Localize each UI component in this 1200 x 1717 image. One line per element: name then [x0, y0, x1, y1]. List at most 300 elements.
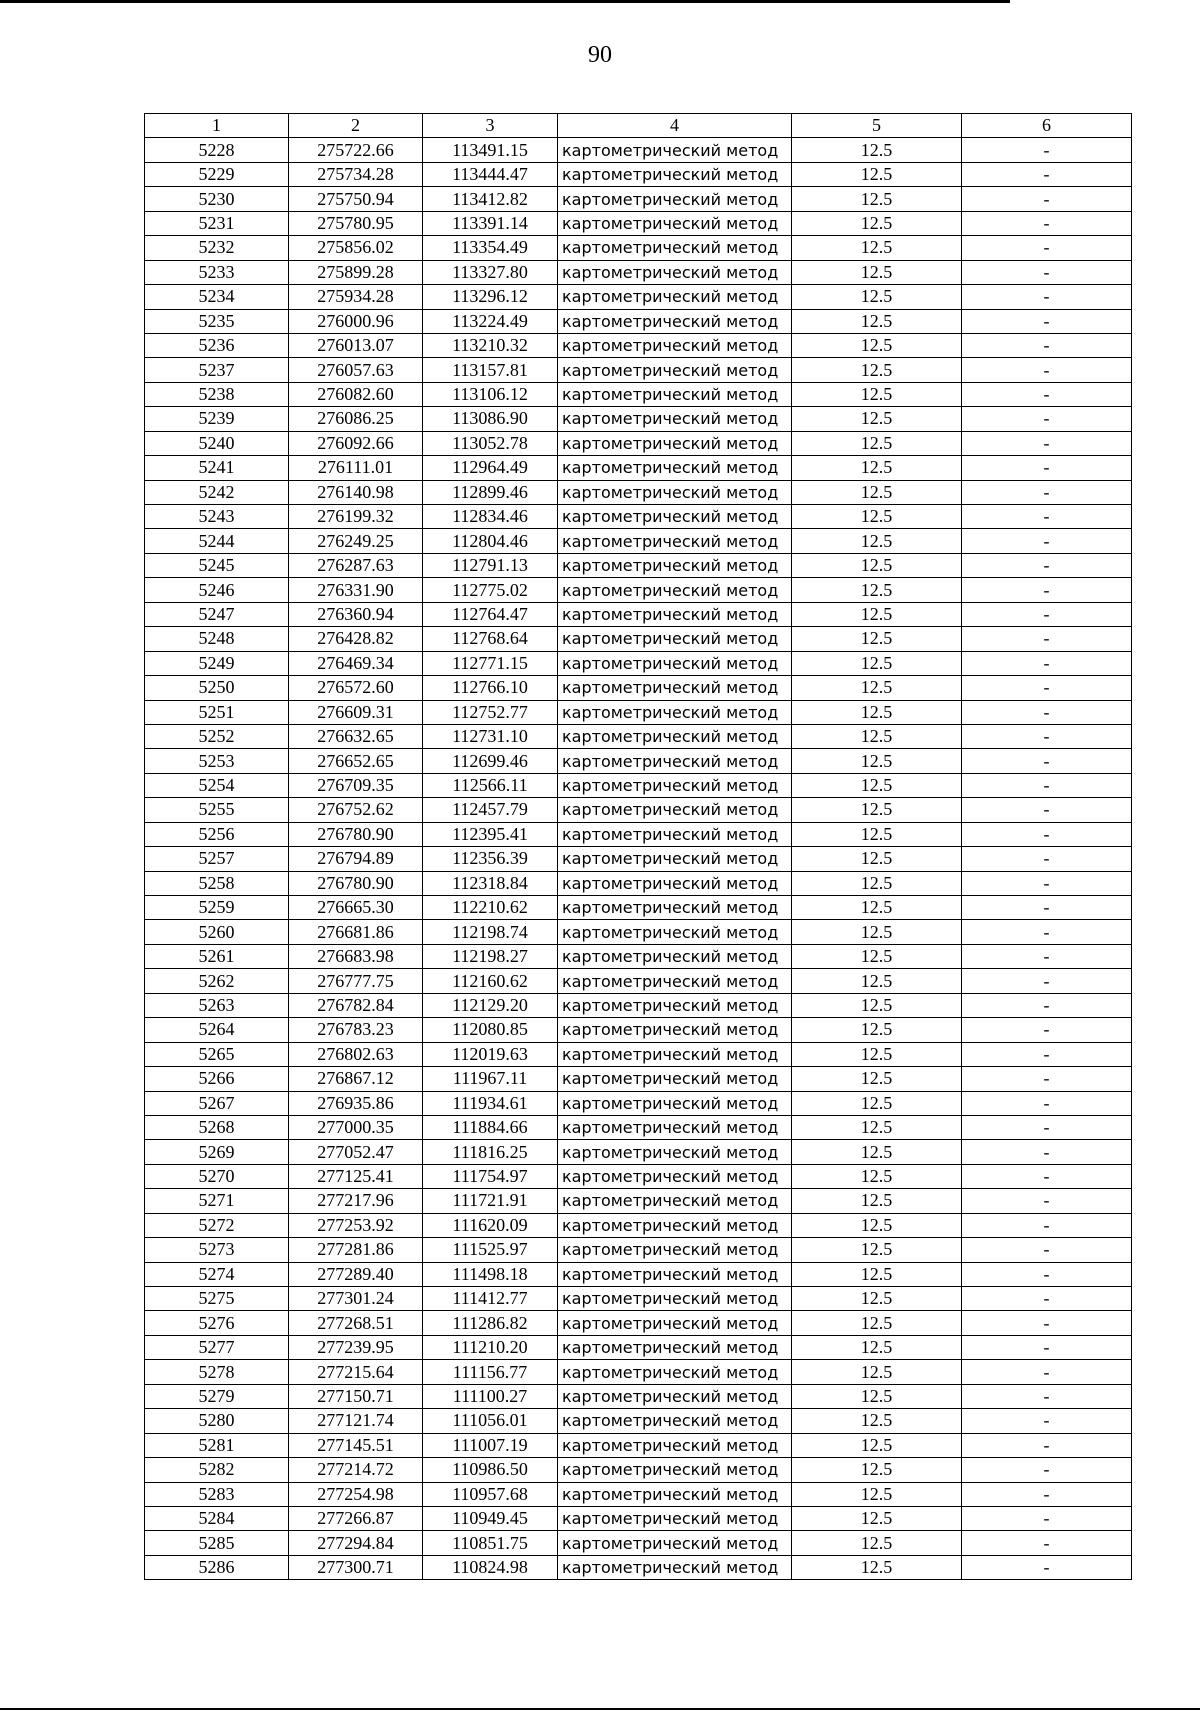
table-row [145, 798, 1132, 822]
x-coordinate-cell: 276681.86 [289, 920, 423, 944]
table-row [145, 920, 1132, 944]
note-cell: - [962, 1433, 1132, 1457]
y-coordinate-cell: 111412.77 [423, 1287, 558, 1311]
y-coordinate-cell: 111498.18 [423, 1262, 558, 1286]
note-cell: - [962, 896, 1132, 920]
x-coordinate-cell: 276086.25 [289, 407, 423, 431]
note-cell: - [962, 431, 1132, 455]
method-cell: картометрический метод [558, 1189, 792, 1213]
point-number-cell: 5262 [145, 969, 289, 993]
point-number-cell: 5272 [145, 1213, 289, 1237]
note-cell: - [962, 651, 1132, 675]
accuracy-cell: 12.5 [792, 285, 962, 309]
table-row [145, 1164, 1132, 1188]
note-cell: - [962, 969, 1132, 993]
accuracy-cell: 12.5 [792, 627, 962, 651]
note-cell: - [962, 700, 1132, 724]
table-row [145, 1115, 1132, 1139]
note-cell: - [962, 822, 1132, 846]
accuracy-cell: 12.5 [792, 333, 962, 357]
note-cell: - [962, 773, 1132, 797]
y-coordinate-cell: 112768.64 [423, 627, 558, 651]
point-number-cell: 5276 [145, 1311, 289, 1335]
x-coordinate-cell: 276082.60 [289, 382, 423, 406]
table-row [145, 1555, 1132, 1579]
table-row [145, 1335, 1132, 1359]
point-number-cell: 5240 [145, 431, 289, 455]
method-cell: картометрический метод [558, 1433, 792, 1457]
y-coordinate-cell: 110851.75 [423, 1531, 558, 1555]
method-cell: картометрический метод [558, 1531, 792, 1555]
point-number-cell: 5259 [145, 896, 289, 920]
x-coordinate-cell: 276709.35 [289, 773, 423, 797]
point-number-cell: 5255 [145, 798, 289, 822]
note-cell: - [962, 1555, 1132, 1579]
method-cell: картометрический метод [558, 798, 792, 822]
point-number-cell: 5275 [145, 1287, 289, 1311]
method-cell: картометрический метод [558, 822, 792, 846]
method-cell: картометрический метод [558, 578, 792, 602]
point-number-cell: 5246 [145, 578, 289, 602]
method-cell: картометрический метод [558, 309, 792, 333]
note-cell: - [962, 1140, 1132, 1164]
note-cell: - [962, 1409, 1132, 1433]
table-row [145, 969, 1132, 993]
accuracy-cell: 12.5 [792, 676, 962, 700]
method-cell: картометрический метод [558, 749, 792, 773]
table-row [145, 1311, 1132, 1335]
y-coordinate-cell: 112766.10 [423, 676, 558, 700]
method-cell: картометрический метод [558, 847, 792, 871]
accuracy-cell: 12.5 [792, 529, 962, 553]
note-cell: - [962, 724, 1132, 748]
method-cell: картометрический метод [558, 358, 792, 382]
point-number-cell: 5236 [145, 333, 289, 357]
y-coordinate-cell: 112019.63 [423, 1042, 558, 1066]
y-coordinate-cell: 113052.78 [423, 431, 558, 455]
x-coordinate-cell: 277215.64 [289, 1360, 423, 1384]
point-number-cell: 5279 [145, 1384, 289, 1408]
y-coordinate-cell: 112764.47 [423, 602, 558, 626]
point-number-cell: 5286 [145, 1555, 289, 1579]
point-number-cell: 5258 [145, 871, 289, 895]
point-number-cell: 5251 [145, 700, 289, 724]
table-row [145, 822, 1132, 846]
point-number-cell: 5231 [145, 211, 289, 235]
accuracy-cell: 12.5 [792, 1409, 962, 1433]
method-cell: картометрический метод [558, 1384, 792, 1408]
accuracy-cell: 12.5 [792, 896, 962, 920]
method-cell: картометрический метод [558, 1164, 792, 1188]
method-cell: картометрический метод [558, 1018, 792, 1042]
y-coordinate-cell: 112775.02 [423, 578, 558, 602]
x-coordinate-cell: 276572.60 [289, 676, 423, 700]
method-cell: картометрический метод [558, 1555, 792, 1579]
y-coordinate-cell: 113224.49 [423, 309, 558, 333]
y-coordinate-cell: 111620.09 [423, 1213, 558, 1237]
note-cell: - [962, 578, 1132, 602]
note-cell: - [962, 553, 1132, 577]
table-row [145, 407, 1132, 431]
note-cell: - [962, 529, 1132, 553]
table-row [145, 578, 1132, 602]
accuracy-cell: 12.5 [792, 1335, 962, 1359]
accuracy-cell: 12.5 [792, 211, 962, 235]
y-coordinate-cell: 112771.15 [423, 651, 558, 675]
y-coordinate-cell: 112356.39 [423, 847, 558, 871]
x-coordinate-cell: 276652.65 [289, 749, 423, 773]
y-coordinate-cell: 111100.27 [423, 1384, 558, 1408]
point-number-cell: 5277 [145, 1335, 289, 1359]
accuracy-cell: 12.5 [792, 602, 962, 626]
accuracy-cell: 12.5 [792, 1482, 962, 1506]
note-cell: - [962, 505, 1132, 529]
x-coordinate-cell: 277294.84 [289, 1531, 423, 1555]
y-coordinate-cell: 112699.46 [423, 749, 558, 773]
y-coordinate-cell: 111721.91 [423, 1189, 558, 1213]
y-coordinate-cell: 111525.97 [423, 1238, 558, 1262]
y-coordinate-cell: 112752.77 [423, 700, 558, 724]
note-cell: - [962, 1042, 1132, 1066]
table-row [145, 162, 1132, 186]
note-cell: - [962, 1287, 1132, 1311]
y-coordinate-cell: 112964.49 [423, 456, 558, 480]
note-cell: - [962, 236, 1132, 260]
table-row [145, 456, 1132, 480]
y-coordinate-cell: 111884.66 [423, 1115, 558, 1139]
table-row [145, 1360, 1132, 1384]
note-cell: - [962, 285, 1132, 309]
note-cell: - [962, 309, 1132, 333]
table-row [145, 1140, 1132, 1164]
point-number-cell: 5248 [145, 627, 289, 651]
y-coordinate-cell: 112834.46 [423, 505, 558, 529]
point-number-cell: 5232 [145, 236, 289, 260]
method-cell: картометрический метод [558, 651, 792, 675]
method-cell: картометрический метод [558, 187, 792, 211]
note-cell: - [962, 162, 1132, 186]
note-cell: - [962, 187, 1132, 211]
accuracy-cell: 12.5 [792, 431, 962, 455]
accuracy-cell: 12.5 [792, 798, 962, 822]
accuracy-cell: 12.5 [792, 651, 962, 675]
table-row [145, 1018, 1132, 1042]
x-coordinate-cell: 277266.87 [289, 1506, 423, 1530]
method-cell: картометрический метод [558, 260, 792, 284]
table-row [145, 1384, 1132, 1408]
table-row [145, 1067, 1132, 1091]
accuracy-cell: 12.5 [792, 1189, 962, 1213]
x-coordinate-cell: 276111.01 [289, 456, 423, 480]
table-row [145, 1506, 1132, 1530]
y-coordinate-cell: 113210.32 [423, 333, 558, 357]
table-row [145, 1287, 1132, 1311]
method-cell: картометрический метод [558, 1115, 792, 1139]
header-col-2: 2 [289, 114, 423, 138]
note-cell: - [962, 1384, 1132, 1408]
note-cell: - [962, 1238, 1132, 1262]
table-row [145, 1482, 1132, 1506]
x-coordinate-cell: 277214.72 [289, 1458, 423, 1482]
x-coordinate-cell: 275780.95 [289, 211, 423, 235]
x-coordinate-cell: 276752.62 [289, 798, 423, 822]
note-cell: - [962, 847, 1132, 871]
method-cell: картометрический метод [558, 138, 792, 162]
method-cell: картометрический метод [558, 1409, 792, 1433]
x-coordinate-cell: 277268.51 [289, 1311, 423, 1335]
y-coordinate-cell: 112457.79 [423, 798, 558, 822]
x-coordinate-cell: 276140.98 [289, 480, 423, 504]
note-cell: - [962, 1189, 1132, 1213]
x-coordinate-cell: 276331.90 [289, 578, 423, 602]
y-coordinate-cell: 111156.77 [423, 1360, 558, 1384]
method-cell: картометрический метод [558, 920, 792, 944]
y-coordinate-cell: 111816.25 [423, 1140, 558, 1164]
x-coordinate-cell: 275934.28 [289, 285, 423, 309]
bottom-border-line [0, 1708, 1200, 1710]
y-coordinate-cell: 110824.98 [423, 1555, 558, 1579]
table-row [145, 700, 1132, 724]
top-border-line [0, 0, 1010, 3]
accuracy-cell: 12.5 [792, 1140, 962, 1164]
x-coordinate-cell: 277281.86 [289, 1238, 423, 1262]
note-cell: - [962, 920, 1132, 944]
point-number-cell: 5235 [145, 309, 289, 333]
note-cell: - [962, 749, 1132, 773]
y-coordinate-cell: 113354.49 [423, 236, 558, 260]
method-cell: картометрический метод [558, 1335, 792, 1359]
y-coordinate-cell: 113444.47 [423, 162, 558, 186]
point-number-cell: 5280 [145, 1409, 289, 1433]
accuracy-cell: 12.5 [792, 944, 962, 968]
method-cell: картометрический метод [558, 1067, 792, 1091]
accuracy-cell: 12.5 [792, 236, 962, 260]
header-col-3: 3 [423, 114, 558, 138]
point-number-cell: 5247 [145, 602, 289, 626]
y-coordinate-cell: 113412.82 [423, 187, 558, 211]
note-cell: - [962, 358, 1132, 382]
table-row [145, 309, 1132, 333]
accuracy-cell: 12.5 [792, 1311, 962, 1335]
method-cell: картометрический метод [558, 871, 792, 895]
table-row [145, 382, 1132, 406]
x-coordinate-cell: 276013.07 [289, 333, 423, 357]
y-coordinate-cell: 111967.11 [423, 1067, 558, 1091]
method-cell: картометрический метод [558, 1042, 792, 1066]
x-coordinate-cell: 276794.89 [289, 847, 423, 871]
note-cell: - [962, 456, 1132, 480]
x-coordinate-cell: 276609.31 [289, 700, 423, 724]
accuracy-cell: 12.5 [792, 700, 962, 724]
y-coordinate-cell: 112198.27 [423, 944, 558, 968]
note-cell: - [962, 407, 1132, 431]
accuracy-cell: 12.5 [792, 309, 962, 333]
point-number-cell: 5242 [145, 480, 289, 504]
accuracy-cell: 12.5 [792, 1555, 962, 1579]
x-coordinate-cell: 277145.51 [289, 1433, 423, 1457]
point-number-cell: 5238 [145, 382, 289, 406]
coordinates-table [144, 113, 1132, 1580]
point-number-cell: 5239 [145, 407, 289, 431]
point-number-cell: 5243 [145, 505, 289, 529]
accuracy-cell: 12.5 [792, 553, 962, 577]
accuracy-cell: 12.5 [792, 382, 962, 406]
table-row [145, 431, 1132, 455]
accuracy-cell: 12.5 [792, 260, 962, 284]
x-coordinate-cell: 277289.40 [289, 1262, 423, 1286]
method-cell: картометрический метод [558, 407, 792, 431]
x-coordinate-cell: 276777.75 [289, 969, 423, 993]
table-row [145, 773, 1132, 797]
y-coordinate-cell: 112318.84 [423, 871, 558, 895]
x-coordinate-cell: 277121.74 [289, 1409, 423, 1433]
point-number-cell: 5229 [145, 162, 289, 186]
table-row [145, 505, 1132, 529]
note-cell: - [962, 382, 1132, 406]
x-coordinate-cell: 276780.90 [289, 871, 423, 895]
x-coordinate-cell: 276199.32 [289, 505, 423, 529]
table-row [145, 1238, 1132, 1262]
x-coordinate-cell: 276665.30 [289, 896, 423, 920]
table-row [145, 1531, 1132, 1555]
note-cell: - [962, 1482, 1132, 1506]
method-cell: картометрический метод [558, 1213, 792, 1237]
point-number-cell: 5237 [145, 358, 289, 382]
point-number-cell: 5268 [145, 1115, 289, 1139]
note-cell: - [962, 1531, 1132, 1555]
note-cell: - [962, 944, 1132, 968]
method-cell: картометрический метод [558, 285, 792, 309]
method-cell: картометрический метод [558, 431, 792, 455]
point-number-cell: 5233 [145, 260, 289, 284]
y-coordinate-cell: 112198.74 [423, 920, 558, 944]
table-row [145, 993, 1132, 1017]
accuracy-cell: 12.5 [792, 847, 962, 871]
table-row [145, 187, 1132, 211]
x-coordinate-cell: 276092.66 [289, 431, 423, 455]
note-cell: - [962, 1091, 1132, 1115]
table-row [145, 1409, 1132, 1433]
method-cell: картометрический метод [558, 700, 792, 724]
accuracy-cell: 12.5 [792, 138, 962, 162]
method-cell: картометрический метод [558, 529, 792, 553]
point-number-cell: 5282 [145, 1458, 289, 1482]
accuracy-cell: 12.5 [792, 1042, 962, 1066]
point-number-cell: 5250 [145, 676, 289, 700]
x-coordinate-cell: 277239.95 [289, 1335, 423, 1359]
method-cell: картометрический метод [558, 993, 792, 1017]
table-row [145, 211, 1132, 235]
accuracy-cell: 12.5 [792, 1360, 962, 1384]
y-coordinate-cell: 112899.46 [423, 480, 558, 504]
accuracy-cell: 12.5 [792, 773, 962, 797]
method-cell: картометрический метод [558, 1140, 792, 1164]
y-coordinate-cell: 113086.90 [423, 407, 558, 431]
accuracy-cell: 12.5 [792, 993, 962, 1017]
method-cell: картометрический метод [558, 211, 792, 235]
accuracy-cell: 12.5 [792, 1213, 962, 1237]
table-row [145, 602, 1132, 626]
method-cell: картометрический метод [558, 236, 792, 260]
y-coordinate-cell: 111210.20 [423, 1335, 558, 1359]
accuracy-cell: 12.5 [792, 578, 962, 602]
table-row [145, 627, 1132, 651]
accuracy-cell: 12.5 [792, 480, 962, 504]
point-number-cell: 5285 [145, 1531, 289, 1555]
table-row [145, 333, 1132, 357]
table-row [145, 676, 1132, 700]
x-coordinate-cell: 276057.63 [289, 358, 423, 382]
accuracy-cell: 12.5 [792, 1531, 962, 1555]
point-number-cell: 5241 [145, 456, 289, 480]
x-coordinate-cell: 276780.90 [289, 822, 423, 846]
point-number-cell: 5270 [145, 1164, 289, 1188]
point-number-cell: 5253 [145, 749, 289, 773]
table-header-row [145, 114, 1132, 138]
x-coordinate-cell: 276000.96 [289, 309, 423, 333]
accuracy-cell: 12.5 [792, 1067, 962, 1091]
note-cell: - [962, 1458, 1132, 1482]
note-cell: - [962, 480, 1132, 504]
note-cell: - [962, 993, 1132, 1017]
note-cell: - [962, 1506, 1132, 1530]
accuracy-cell: 12.5 [792, 162, 962, 186]
note-cell: - [962, 1335, 1132, 1359]
y-coordinate-cell: 113491.15 [423, 138, 558, 162]
y-coordinate-cell: 111754.97 [423, 1164, 558, 1188]
y-coordinate-cell: 112731.10 [423, 724, 558, 748]
method-cell: картометрический метод [558, 456, 792, 480]
x-coordinate-cell: 275856.02 [289, 236, 423, 260]
accuracy-cell: 12.5 [792, 1506, 962, 1530]
note-cell: - [962, 798, 1132, 822]
note-cell: - [962, 260, 1132, 284]
point-number-cell: 5274 [145, 1262, 289, 1286]
method-cell: картометрический метод [558, 1311, 792, 1335]
page-number: 90 [588, 42, 612, 68]
table-row [145, 944, 1132, 968]
table-row [145, 749, 1132, 773]
method-cell: картометрический метод [558, 944, 792, 968]
accuracy-cell: 12.5 [792, 1238, 962, 1262]
accuracy-cell: 12.5 [792, 505, 962, 529]
table-row [145, 553, 1132, 577]
accuracy-cell: 12.5 [792, 456, 962, 480]
x-coordinate-cell: 276632.65 [289, 724, 423, 748]
point-number-cell: 5261 [145, 944, 289, 968]
method-cell: картометрический метод [558, 969, 792, 993]
accuracy-cell: 12.5 [792, 822, 962, 846]
note-cell: - [962, 333, 1132, 357]
note-cell: - [962, 211, 1132, 235]
method-cell: картометрический метод [558, 505, 792, 529]
table-row [145, 1189, 1132, 1213]
point-number-cell: 5264 [145, 1018, 289, 1042]
table-row [145, 724, 1132, 748]
point-number-cell: 5263 [145, 993, 289, 1017]
point-number-cell: 5284 [145, 1506, 289, 1530]
x-coordinate-cell: 275734.28 [289, 162, 423, 186]
y-coordinate-cell: 112395.41 [423, 822, 558, 846]
y-coordinate-cell: 112160.62 [423, 969, 558, 993]
accuracy-cell: 12.5 [792, 187, 962, 211]
point-number-cell: 5228 [145, 138, 289, 162]
accuracy-cell: 12.5 [792, 871, 962, 895]
method-cell: картометрический метод [558, 162, 792, 186]
table-row [145, 871, 1132, 895]
note-cell: - [962, 1067, 1132, 1091]
y-coordinate-cell: 110957.68 [423, 1482, 558, 1506]
